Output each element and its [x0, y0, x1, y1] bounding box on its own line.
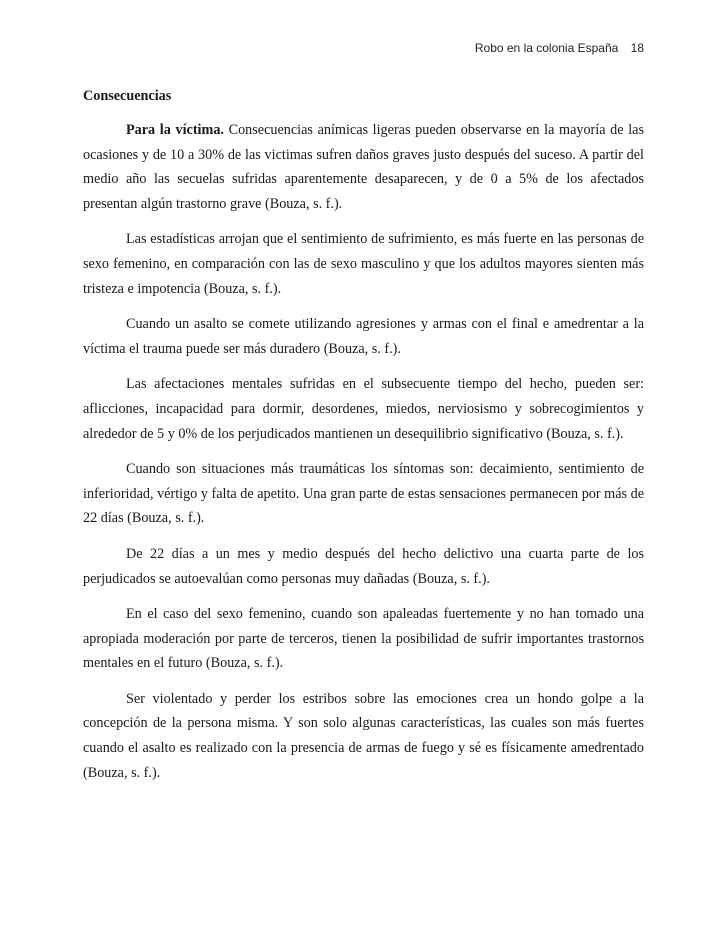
- document-body: [83, 84, 644, 796]
- running-header: [475, 41, 644, 55]
- paragraph: Cuando un asalto se comete utilizando agresiones y armas con el final e amedrentar a la víctima el trauma puede ser más duradero (Bouza, s. f.).: [83, 316, 644, 357]
- paragraph: Ser violentado y perder los estribos sobre las emociones crea un hondo golpe a la concepción de la persona misma. Y son solo algunas características, las cuales son más fuertes cuando el asalto es realizado con la presencia de armas de fuego y sé es físicamente amedrentado (Bouza, s. f.).: [83, 690, 644, 781]
- paragraph: Las estadísticas arrojan que el sentimiento de sufrimiento, es más fuerte en las personas de sexo femenino, en comparación con las de sexo masculino y que los adultos mayores sienten más tristeza e impotencia (Bouza, s. f.).: [83, 231, 644, 297]
- paragraph: Cuando son situaciones más traumáticas los síntomas son: decaimiento, sentimiento de inferioridad, vértigo y falta de apetito. Una gran parte de estas sensaciones permanecen por más de 22 días (Bouza, s. f.).: [83, 461, 644, 527]
- running-title: Robo en la colonia España: [474, 41, 619, 55]
- paragraph-text: Consecuencias anímicas ligeras pueden observarse en la mayoría de las ocasiones y de 10 a 30% de las victimas sufren daños graves justo después del suceso. A partir del medio año las secuelas sufridas aparentemente desaparecen, y de 0 a 5% de los afectados presentan algún trastorno grave (Bouza, s. f.).: [83, 122, 644, 212]
- page-number: 18: [630, 41, 644, 55]
- paragraph-lead: Para la víctima.: [126, 122, 224, 138]
- paragraph: Las afectaciones mentales sufridas en el subsecuente tiempo del hecho, pueden ser: aflicciones, incapacidad para dormir, desordenes, miedos, nerviosismo y sobrecogimientos y alrededor de 5 y 0% de los perjudicados mantienen un desequilibrio significativo (Bouza, s. f.).: [83, 376, 644, 442]
- paragraph: De 22 días a un mes y medio después del hecho delictivo una cuarta parte de los perjudicados se autoevalúan como personas muy dañadas (Bouza, s. f.).: [83, 545, 644, 587]
- paragraph: En el caso del sexo femenino, cuando son apaleadas fuertemente y no han tomado una apropiada moderación por parte de terceros, tienen la posibilidad de sufrir importantes trastornos mentales en el futuro (Bouza, s. f.).: [83, 606, 644, 672]
- paragraph-victim: [83, 118, 644, 216]
- section-heading: Consecuencias: [83, 88, 172, 104]
